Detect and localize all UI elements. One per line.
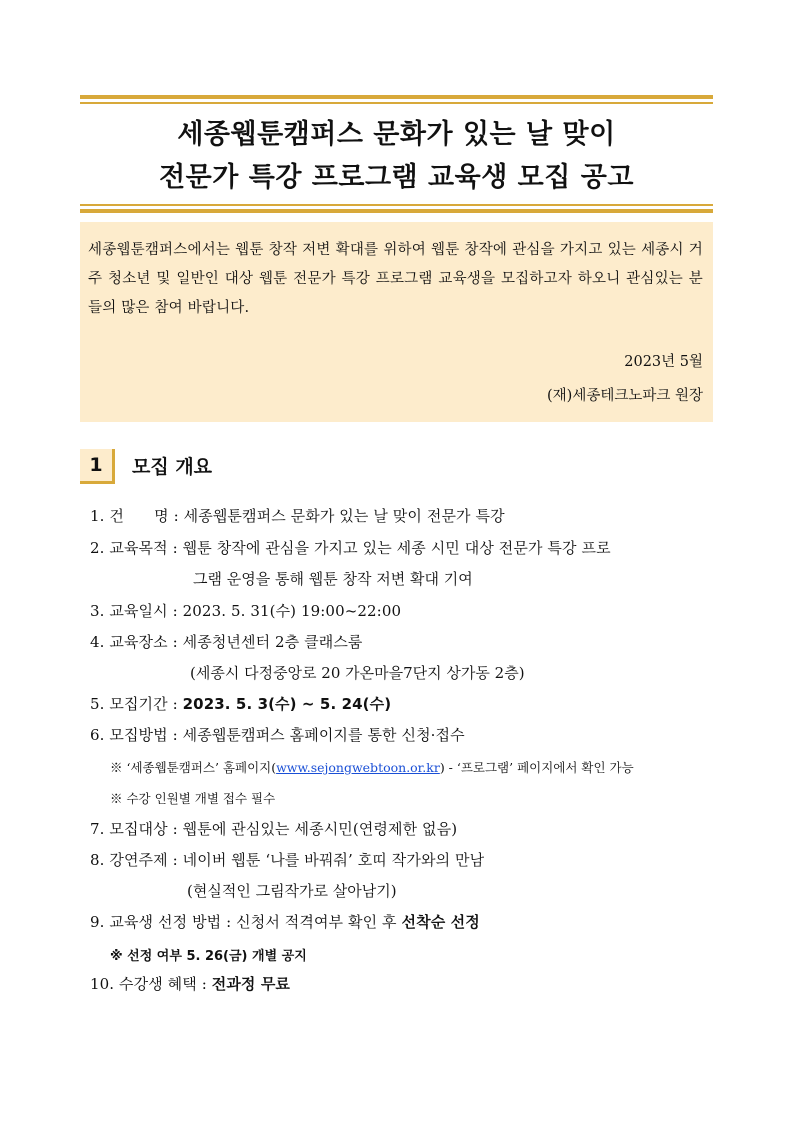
notice-organization: (재)세종테크노파크 원장 <box>547 388 703 404</box>
item-value: 세종웹툰캠퍼스 문화가 있는 날 맞이 전문가 특강 <box>183 507 505 525</box>
item-location-cont: (세종시 다정중앙로 20 가온마을7단지 상가동 2층) <box>190 664 525 682</box>
item-period <box>90 693 391 714</box>
item-label: 2. 교육목적 : <box>90 539 183 557</box>
item-value: 2023. 5. 31(수) 19:00~22:00 <box>182 602 402 620</box>
notice-date: 2023년 5월 <box>624 354 703 370</box>
item-label: 1. 건 명 : <box>90 507 184 525</box>
item-title <box>90 505 505 526</box>
item-purpose <box>90 537 611 558</box>
item-value: 세종웹툰캠퍼스 홈페이지를 통한 신청·접수 <box>182 726 465 744</box>
item-label: 6. 모집방법 : <box>90 726 183 744</box>
intro-text: 세종웹툰캠퍼스에서는 웹툰 창작 저변 확대를 위하여 웹툰 창작에 관심을 가지고 있는 세종시 거주 청소년 및 일반인 대상 웹툰 전문가 특강 프로그램 교육생을 모집하고자 하오니 관심있는 분들의 많은 참여 바랍니다. <box>88 242 703 316</box>
item-selection <box>90 911 480 932</box>
item-value: 웹툰에 관심있는 세종시민(연령제한 없음) <box>182 820 458 838</box>
item-value: 신청서 적격여부 확인 후 <box>236 913 402 931</box>
intro-box <box>80 222 713 422</box>
item-label: 8. 강연주제 : <box>90 851 183 869</box>
page-title-line2: 전문가 특강 프로그램 교육생 모집 공고 <box>159 162 634 193</box>
item-value-bold: 전과정 무료 <box>211 975 291 993</box>
item-topic <box>90 849 484 870</box>
note-homepage <box>110 758 634 776</box>
section-title: 모집 개요 <box>132 456 213 478</box>
section-number: 1 <box>80 449 115 484</box>
item-topic-cont: (현실적인 그림작가로 살아남기) <box>187 882 397 900</box>
page-title-line1: 세종웹툰캠퍼스 문화가 있는 날 맞이 <box>177 119 616 150</box>
item-target <box>90 818 457 839</box>
note-notice: ※ 선정 여부 5. 26(금) 개별 공지 <box>110 949 307 964</box>
homepage-link[interactable]: www.sejongwebtoon.or.kr <box>276 760 440 775</box>
item-value-bold: 선착순 선정 <box>401 913 480 931</box>
item-label: 10. 수강생 혜택 : <box>90 975 212 993</box>
top-rule-thin <box>80 102 713 104</box>
note-individual: ※ 수강 인원별 개별 접수 필수 <box>110 791 276 806</box>
item-datetime <box>90 600 401 621</box>
note-suffix: ) - ‘프로그램’ 페이지에서 확인 가능 <box>439 760 634 775</box>
item-value: 네이버 웹툰 ‘나를 바꿔줘’ 호띠 작가와의 만남 <box>182 851 485 869</box>
item-label: 4. 교육장소 : <box>90 633 183 651</box>
item-label: 3. 교육일시 : <box>90 602 183 620</box>
item-purpose-cont: 그램 운영을 통해 웹툰 창작 저변 확대 기여 <box>193 570 473 588</box>
item-method <box>90 724 465 745</box>
bottom-rule-thick <box>80 209 713 213</box>
item-value: 웹툰 창작에 관심을 가지고 있는 세종 시민 대상 전문가 특강 프로 <box>182 539 611 557</box>
bottom-rule-thin <box>80 204 713 206</box>
note-prefix: ※ ‘세종웹툰캠퍼스’ 홈페이지( <box>110 760 277 775</box>
item-value: 세종청년센터 2층 클래스룸 <box>182 633 363 651</box>
item-label: 5. 모집기간 : <box>90 695 183 713</box>
section-heading <box>80 449 713 485</box>
item-label: 7. 모집대상 : <box>90 820 183 838</box>
top-rule-thick <box>80 95 713 99</box>
item-label: 9. 교육생 선정 방법 : <box>90 913 237 931</box>
item-location <box>90 631 363 652</box>
item-benefit <box>90 973 290 994</box>
item-value: 2023. 5. 3(수) ~ 5. 24(수) <box>182 695 392 713</box>
